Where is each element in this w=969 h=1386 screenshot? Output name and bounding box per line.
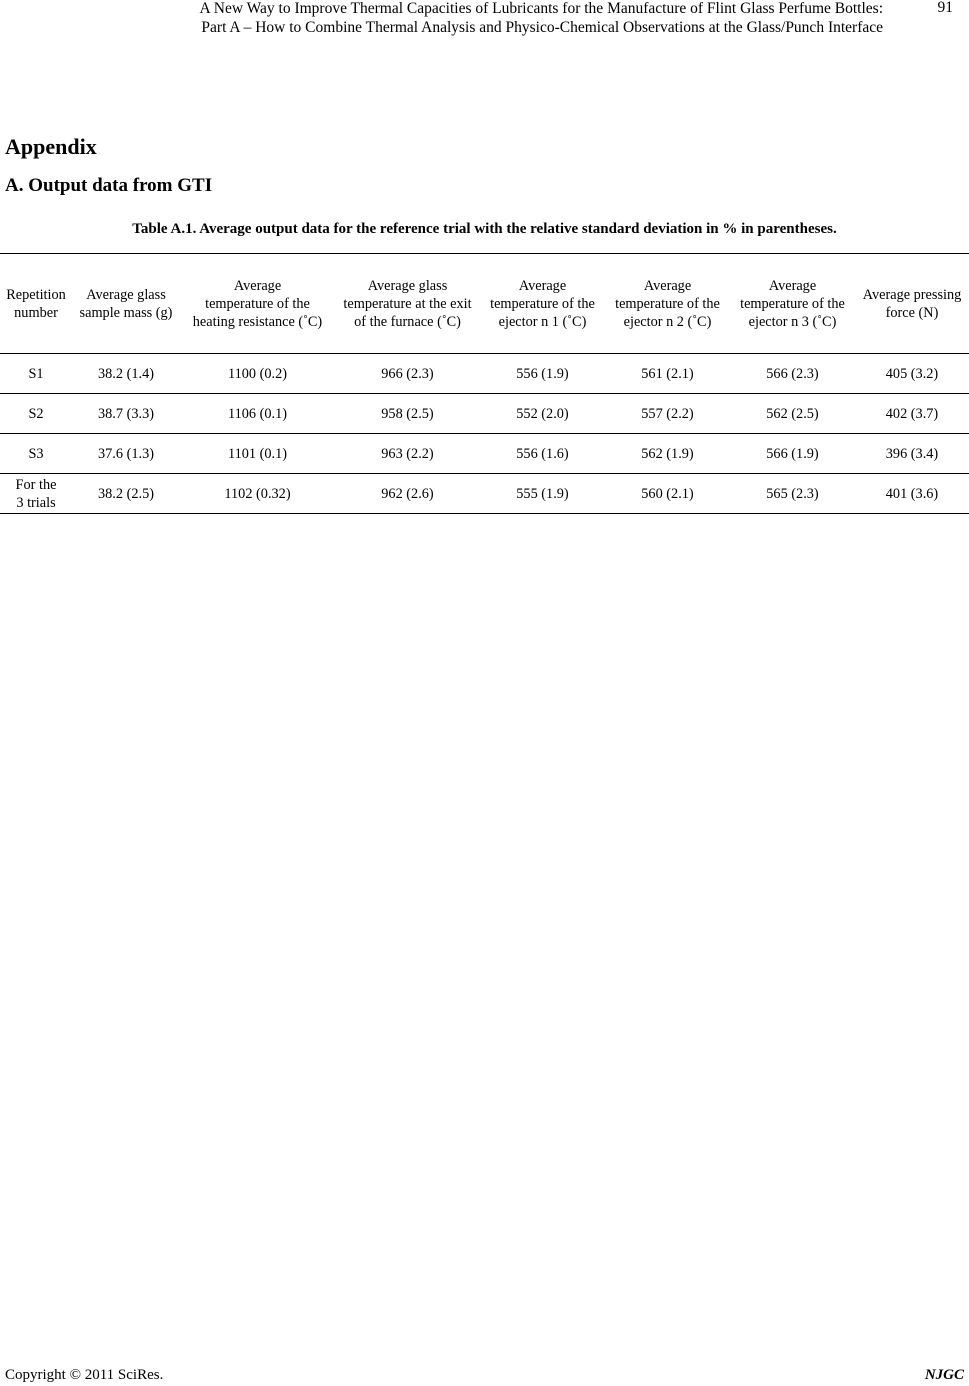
table-cell [730, 434, 855, 474]
column-header [335, 254, 480, 354]
column-header-line: force (N) [885, 304, 939, 321]
column-header-line: ejector n 3 (˚C) [748, 313, 837, 330]
table-cell [72, 474, 180, 514]
table-cell [180, 394, 335, 434]
table-cell [730, 354, 855, 394]
cell-text: 1106 (0.1) [227, 405, 288, 422]
cell-text: 560 (2.1) [641, 485, 694, 502]
table-cell [855, 434, 969, 474]
table-cell [180, 434, 335, 474]
cell-text: 396 (3.4) [885, 445, 939, 462]
table-cell [72, 434, 180, 474]
cell-text: 556 (1.6) [516, 445, 569, 462]
cell-text: 561 (2.1) [641, 365, 694, 382]
column-header [605, 254, 730, 354]
table-cell [480, 474, 605, 514]
column-header-line: Average [233, 277, 282, 294]
column-header-line: Average [518, 277, 567, 294]
cell-text: S1 [28, 365, 44, 382]
cell-text: 3 trials [16, 494, 56, 511]
column-header-line: ejector n 2 (˚C) [623, 313, 712, 330]
column-header [855, 254, 969, 354]
table-cell [605, 354, 730, 394]
cell-text: 38.2 (2.5) [98, 485, 154, 502]
table-cell [335, 394, 480, 434]
table-caption: Table A.1. Average output data for the reference trial with the relative standard deviation in % in parentheses. [132, 221, 837, 237]
table-cell [730, 474, 855, 514]
table-body [0, 354, 969, 514]
column-header-line: temperature of the [490, 295, 595, 312]
cell-text: 405 (3.2) [885, 365, 939, 382]
column-header [0, 254, 72, 354]
column-header-line: ejector n 1 (˚C) [498, 313, 587, 330]
column-header [730, 254, 855, 354]
column-header-line: temperature at the exit [343, 295, 472, 312]
appendix-heading: Appendix [5, 134, 97, 159]
cell-text: 1101 (0.1) [227, 445, 288, 462]
table-cell [72, 354, 180, 394]
cell-text: 1100 (0.2) [227, 365, 288, 382]
cell-text: 963 (2.2) [381, 445, 434, 462]
table-cell [335, 474, 480, 514]
cell-text: 566 (2.3) [766, 365, 819, 382]
column-header-line: Average [643, 277, 692, 294]
cell-text: 966 (2.3) [381, 365, 434, 382]
column-header-line: temperature of the [615, 295, 720, 312]
journal-name: NJGC [924, 1367, 964, 1383]
table-cell [0, 394, 72, 434]
table-cell [480, 354, 605, 394]
column-header-line: temperature of the [205, 295, 310, 312]
cell-text: 1102 (0.32) [224, 485, 291, 502]
column-header-line: temperature of the [740, 295, 845, 312]
column-header-line: Average pressing [862, 286, 962, 303]
cell-text: 562 (2.5) [766, 405, 819, 422]
table-row [0, 434, 969, 474]
table-cell [335, 354, 480, 394]
table-cell [855, 354, 969, 394]
column-header-line: of the furnace (˚C) [354, 313, 461, 330]
cell-text: 552 (2.0) [516, 405, 569, 422]
output-data-table [0, 253, 969, 514]
cell-text: 958 (2.5) [381, 405, 434, 422]
table-cell [605, 434, 730, 474]
table-cell [180, 474, 335, 514]
cell-text: 402 (3.7) [885, 405, 939, 422]
cell-text: 562 (1.9) [641, 445, 694, 462]
column-header-line: number [14, 304, 58, 321]
cell-text: 566 (1.9) [766, 445, 819, 462]
column-header-line: heating resistance (˚C) [192, 313, 323, 330]
table-cell [480, 434, 605, 474]
cell-text: 565 (2.3) [766, 485, 819, 502]
column-header-line: Average [768, 277, 817, 294]
page-number: 91 [937, 0, 953, 16]
table-cell [0, 434, 72, 474]
cell-text: 556 (1.9) [516, 365, 569, 382]
column-header-line: Average glass [86, 286, 166, 303]
cell-text: 401 (3.6) [885, 485, 939, 502]
table-cell [480, 394, 605, 434]
column-header [180, 254, 335, 354]
cell-text: 962 (2.6) [381, 485, 434, 502]
cell-text: S3 [28, 445, 44, 462]
column-header-line: sample mass (g) [79, 304, 173, 321]
table-cell [335, 434, 480, 474]
cell-text: 38.2 (1.4) [98, 365, 154, 382]
table-row [0, 354, 969, 394]
copyright: Copyright © 2011 SciRes. [5, 1367, 164, 1383]
table-row [0, 474, 969, 514]
column-header [480, 254, 605, 354]
column-header [72, 254, 180, 354]
cell-text: For the [15, 476, 57, 493]
table-cell [72, 394, 180, 434]
section-heading: A. Output data from GTI [5, 175, 213, 196]
table-cell [0, 474, 72, 514]
cell-text: 38.7 (3.3) [98, 405, 154, 422]
table-cell [0, 354, 72, 394]
running-title-line1: A New Way to Improve Thermal Capacities of Lubricants for the Manufacture of Flint Glass Perfume Bottles: [199, 0, 883, 17]
table-cell [605, 394, 730, 434]
table-cell [855, 474, 969, 514]
table-cell [180, 354, 335, 394]
column-header-line: Repetition [6, 286, 66, 303]
column-header-line: Average glass [367, 277, 448, 294]
running-header [200, 0, 883, 37]
table-row [0, 394, 969, 434]
table-cell [855, 394, 969, 434]
table-cell [605, 474, 730, 514]
table-cell [730, 394, 855, 434]
running-title-line2: Part A – How to Combine Thermal Analysis and Physico-Chemical Observations at the Glass/Punch Interface [201, 19, 883, 36]
cell-text: 557 (2.2) [641, 405, 694, 422]
table-header-row [0, 254, 969, 354]
cell-text: 37.6 (1.3) [98, 445, 154, 462]
cell-text: 555 (1.9) [516, 485, 569, 502]
cell-text: S2 [28, 405, 44, 422]
